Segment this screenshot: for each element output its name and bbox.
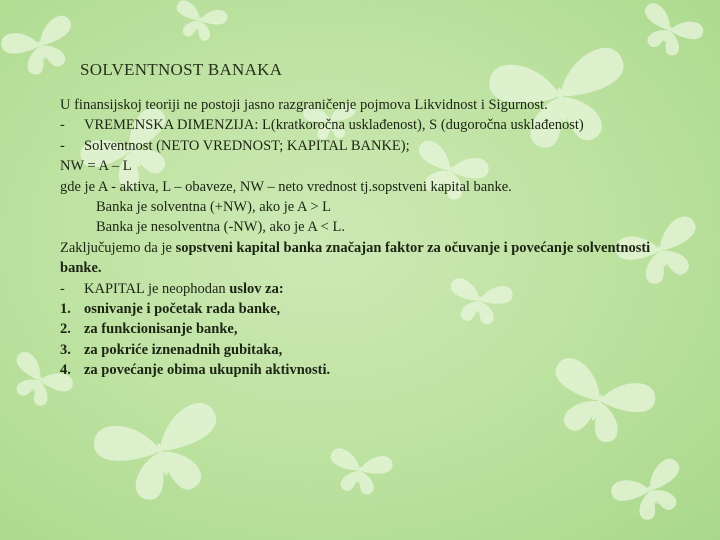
paragraph-intro: U finansijskoj teoriji ne postoji jasno razgraničenje pojmova Likvidnost i Sigurnost.	[60, 97, 548, 113]
butterfly-icon	[325, 447, 394, 498]
butterfly-icon	[0, 13, 84, 83]
butterfly-icon	[632, 1, 706, 64]
list-item: 3. za pokriće iznenadnih gubitaka,	[60, 341, 283, 358]
conclusion: Zaključujemo da je sopstveni kapital banka značajan faktor za očuvanje i povećanje solventnosti banke.	[60, 239, 651, 277]
list-item: 4. za povećanje obima ukupnih aktivnosti.	[60, 362, 331, 379]
butterfly-icon	[170, 0, 229, 45]
butterfly-icon	[608, 456, 694, 530]
insolvent-condition: Banka je nesolventna (-NW), ako je A < L.	[96, 219, 345, 236]
slide-title: SOLVENTNOST BANAKA	[80, 60, 283, 79]
formula: NW = A – L	[60, 158, 132, 175]
slide-body	[60, 95, 660, 381]
butterfly-icon	[90, 399, 232, 510]
bullet-solvency: - Solventnost (NETO VREDNOST; KAPITAL BANKE);	[60, 137, 410, 154]
bullet-time-dimension: - VREMENSKA DIMENZIJA: L(kratkoročna usklađenost), S (dugoročna usklađenost)	[60, 117, 584, 134]
list-item: 1. osnivanje i početak rada banke,	[60, 301, 281, 318]
list-item: 2. za funkcionisanje banke,	[60, 321, 238, 338]
solvent-condition: Banka je solventna (+NW), ako je A > L	[96, 199, 332, 216]
formula-legend: gde je A - aktiva, L – obaveze, NW – neto vrednost tj.sopstveni kapital banke.	[60, 178, 512, 195]
bullet-capital: - KAPITAL je neophodan uslov za:	[60, 280, 284, 297]
